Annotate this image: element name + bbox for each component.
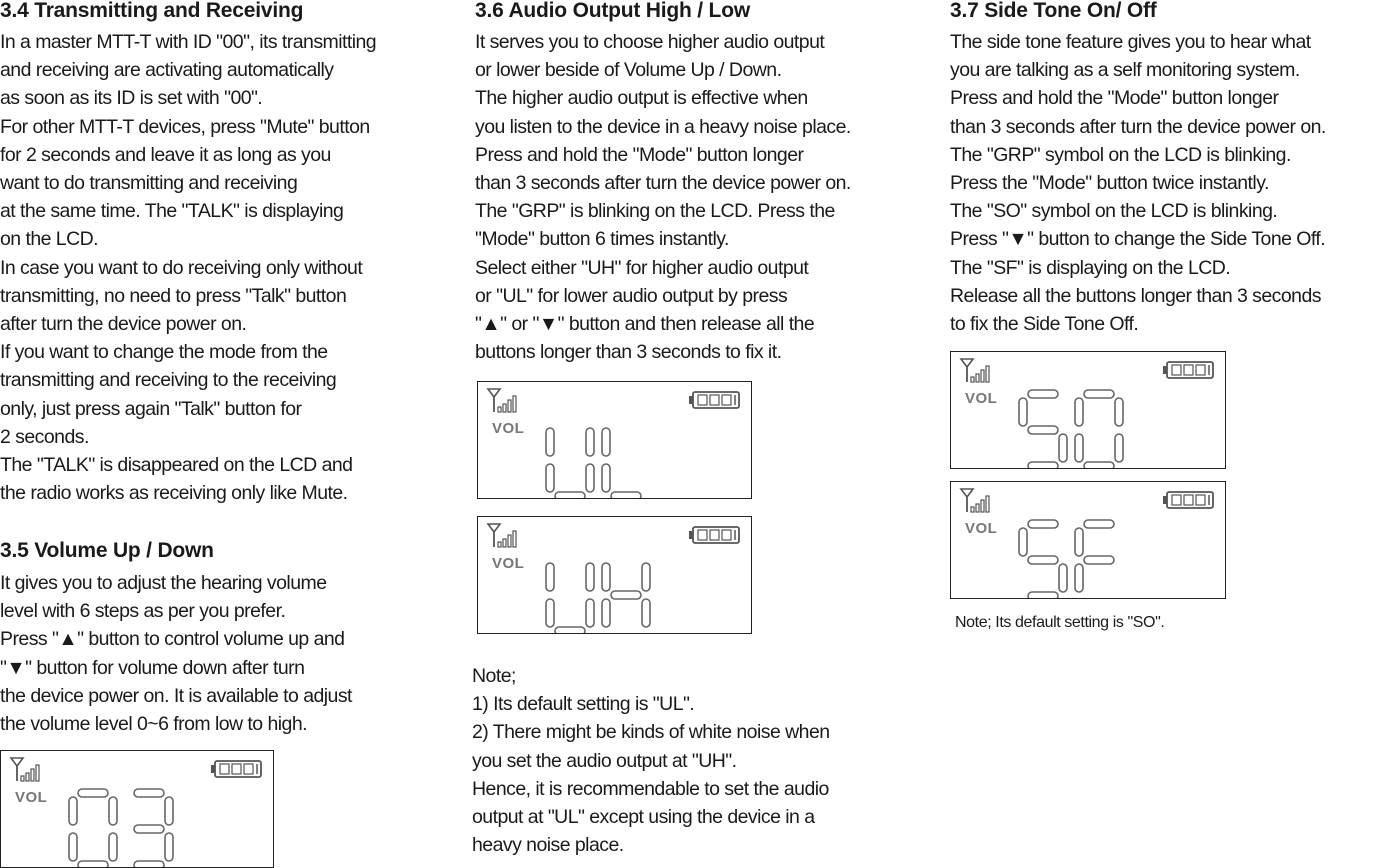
- text-line: In a master MTT-T with ID "00", its transmitting: [0, 31, 377, 53]
- text-line: "▼" button for volume down after turn: [0, 656, 305, 679]
- text-line: only, just press again "Talk" button for: [0, 397, 302, 420]
- text-line: the device power on. It is available to adjust: [0, 684, 352, 707]
- text-line: you are talking as a self monitoring system.: [950, 59, 1300, 82]
- lcd-readout: [478, 633, 479, 634]
- lcd-display-sf: [950, 481, 1226, 599]
- text-line: Press "▲" button to control volume up and: [0, 628, 345, 651]
- text-line: transmitting and receiving to the receiving: [0, 369, 337, 392]
- lcd-digit: [69, 789, 117, 867]
- lcd-vol-label: VOL: [15, 789, 48, 806]
- section-title-3-7: 3.7 Side Tone On/ Off: [950, 0, 1157, 22]
- lcd-digit: [602, 563, 650, 627]
- text-line: want to do transmitting and receiving: [0, 172, 298, 195]
- section-body-3-6: [475, 28, 851, 366]
- text-line: 1) Its default setting is "UL".: [472, 693, 695, 716]
- text-line: The "SO" symbol on the LCD is blinking.: [950, 200, 1278, 223]
- battery-icon: [689, 527, 739, 543]
- text-line: The "GRP" symbol on the LCD is blinking.: [950, 143, 1291, 166]
- section-body-3-7: [950, 28, 1326, 338]
- section-title-3-6: 3.6 Audio Output High / Low: [475, 0, 750, 22]
- text-line: Press "▼" button to change the Side Tone Off.: [950, 228, 1326, 251]
- text-line: The side tone feature gives you to hear what: [950, 31, 1311, 53]
- text-line: 2) There might be kinds of white noise when: [472, 721, 830, 744]
- lcd-display-uh: [477, 516, 752, 634]
- text-line: buttons longer than 3 seconds to fix it.: [475, 341, 782, 364]
- text-line: Press and hold the "Mode" button longer: [475, 143, 804, 166]
- lcd-digit: [1075, 390, 1123, 468]
- signal-icon: [488, 524, 516, 547]
- text-line: on the LCD.: [0, 228, 99, 251]
- signal-icon: [488, 389, 516, 412]
- section-title-3-5: 3.5 Volume Up / Down: [0, 539, 214, 562]
- text-line: for 2 seconds and leave it as long as you: [0, 143, 331, 166]
- text-line: Select either "UH" for higher audio output: [475, 256, 809, 279]
- battery-icon: [211, 761, 261, 777]
- lcd-vol-label: VOL: [492, 555, 525, 572]
- lcd-digit: [1019, 390, 1067, 468]
- text-line: Note;: [472, 665, 516, 687]
- text-line: or "UL" for lower audio output by press: [475, 284, 788, 307]
- text-line: than 3 seconds after turn the device power on.: [475, 172, 851, 195]
- text-line: or lower beside of Volume Up / Down.: [475, 59, 782, 82]
- lcd-readout: [951, 598, 952, 599]
- text-line: the volume level 0~6 from low to high.: [0, 713, 307, 736]
- section-note-3-7: Note; Its default setting is "SO".: [955, 614, 1165, 631]
- text-line: Press and hold the "Mode" button longer: [950, 87, 1279, 110]
- lcd-digit: [134, 789, 173, 867]
- signal-icon: [961, 489, 989, 512]
- text-line: In case you want to do receiving only without: [0, 256, 363, 279]
- lcd-display-vol-03: [0, 750, 274, 868]
- text-line: transmitting, no need to press "Talk" button: [0, 284, 347, 307]
- text-line: heavy noise place.: [472, 834, 624, 857]
- lcd-vol-label: VOL: [965, 520, 998, 537]
- text-line: If you want to change the mode from the: [0, 341, 328, 364]
- text-line: Hence, it is recommendable to set the audio: [472, 777, 829, 800]
- text-line: than 3 seconds after turn the device power on.: [950, 115, 1326, 138]
- lcd-vol-label: VOL: [965, 390, 998, 407]
- text-line: The higher audio output is effective when: [475, 87, 808, 110]
- lcd-readout: [478, 498, 479, 499]
- text-line: Release all the buttons longer than 3 seconds: [950, 284, 1321, 307]
- text-line: "Mode" button 6 times instantly.: [475, 228, 729, 251]
- signal-icon: [961, 359, 989, 382]
- lcd-display-so: [950, 351, 1226, 469]
- text-line: The "SF" is displaying on the LCD.: [950, 256, 1231, 279]
- text-line: It serves you to choose higher audio output: [475, 31, 825, 53]
- text-line: The "TALK" is disappeared on the LCD and: [0, 454, 353, 477]
- lcd-digit: [546, 428, 594, 498]
- text-line: at the same time. The "TALK" is displaying: [0, 200, 344, 223]
- text-line: the radio works as receiving only like Mute.: [0, 482, 348, 505]
- section-title-3-4: 3.4 Transmitting and Receiving: [0, 0, 304, 22]
- text-line: "▲" or "▼" button and then release all the: [475, 313, 815, 336]
- lcd-vol-label: VOL: [492, 420, 525, 437]
- lcd-digit: [1075, 520, 1114, 592]
- text-line: output at "UL" except using the device in a: [472, 806, 815, 829]
- section-body-3-5: [0, 569, 352, 738]
- text-line: you listen to the device in a heavy noise place.: [475, 115, 851, 138]
- battery-icon: [689, 392, 739, 408]
- text-line: Press the "Mode" button twice instantly.: [950, 172, 1269, 195]
- text-line: 2 seconds.: [0, 425, 89, 448]
- signal-icon: [11, 758, 39, 781]
- text-line: after turn the device power on.: [0, 313, 247, 336]
- section-body-3-4: [0, 28, 376, 507]
- text-line: you set the audio output at "UH".: [472, 749, 737, 772]
- section-note-3-6: [472, 662, 830, 859]
- text-line: as soon as its ID is set with "00".: [0, 87, 263, 110]
- lcd-digit: [602, 428, 641, 498]
- lcd-display-ul: [477, 381, 752, 499]
- text-line: For other MTT-T devices, press "Mute" button: [0, 115, 370, 138]
- text-line: to fix the Side Tone Off.: [950, 313, 1139, 336]
- battery-icon: [1163, 492, 1213, 508]
- text-line: and receiving are activating automatically: [0, 59, 334, 82]
- lcd-digit: [546, 563, 594, 633]
- lcd-readout: [951, 468, 952, 469]
- battery-icon: [1163, 362, 1213, 378]
- lcd-digit: [1019, 520, 1067, 598]
- text-line: The "GRP" is blinking on the LCD. Press the: [475, 200, 835, 223]
- text-line: It gives you to adjust the hearing volume: [0, 572, 327, 594]
- text-line: level with 6 steps as per you prefer.: [0, 600, 286, 623]
